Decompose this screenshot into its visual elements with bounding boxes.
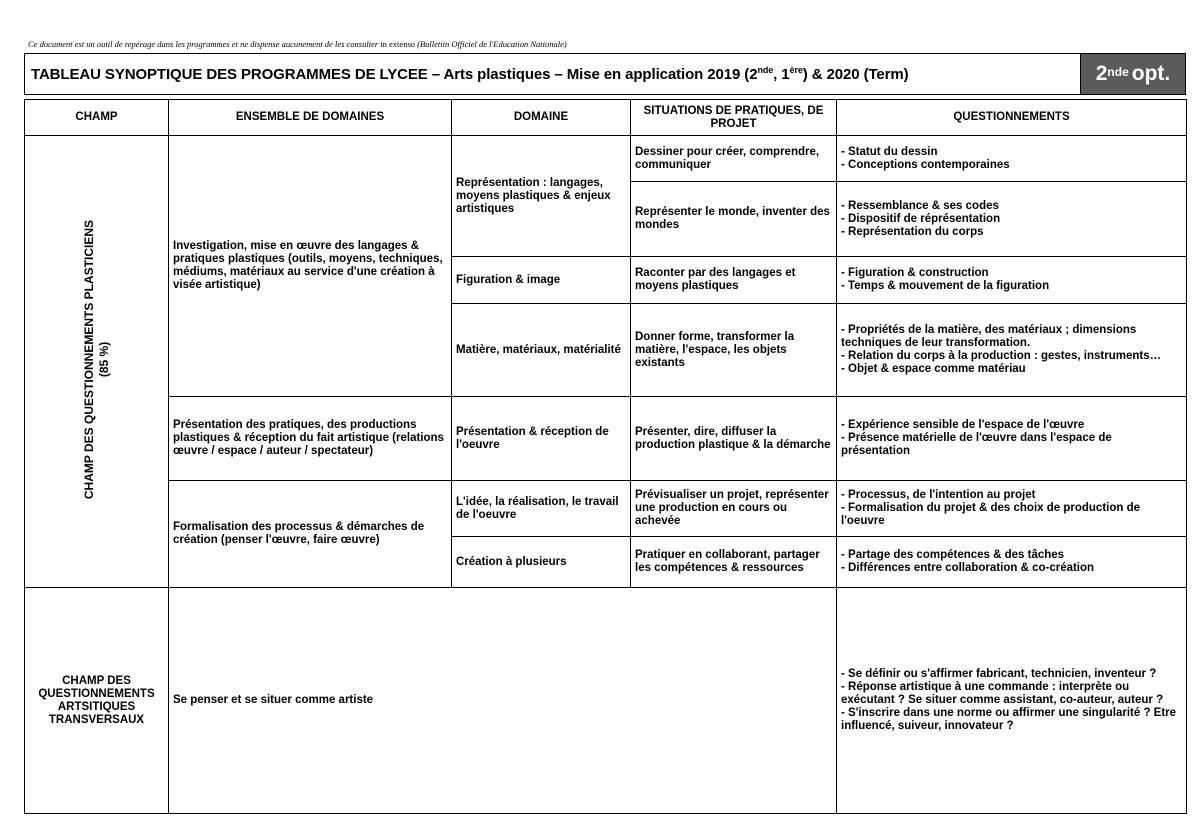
question-item: - Propriétés de la matière, des matériaux ; dimensions techniques de leur transformation.	[841, 324, 1137, 349]
questions-cell	[837, 537, 1187, 588]
title-sup-2: ère	[789, 65, 803, 75]
question-item: - Figuration & construction	[841, 267, 989, 279]
situation-dessiner: Dessiner pour créer, comprendre, communiquer	[631, 136, 837, 182]
domaine-matiere: Matière, matériaux, matérialité	[452, 304, 631, 397]
question-item: - Présence matérielle de l'œuvre dans l'espace de présentation	[841, 432, 1112, 457]
question-item: - Différences entre collaboration & co-création	[841, 562, 1095, 574]
question-item: - Statut du dessin	[841, 145, 938, 158]
question-item: - Objet & espace comme matériau	[841, 363, 1026, 375]
situation-raconter: Raconter par des langages et moyens plastiques	[631, 257, 837, 304]
domaine-figuration: Figuration & image	[452, 257, 631, 304]
situation-donner-forme: Donner forme, transformer la matière, l'espace, les objets existants	[631, 304, 837, 397]
question-item: - Expérience sensible de l'espace de l'œuvre	[841, 419, 1085, 431]
ensemble-presentation: Présentation des pratiques, des productions plastiques & réception du fait artistique (relations œuvre / espace / auteur / spectateur)	[169, 397, 452, 481]
champ-plasticiens-cell	[25, 136, 169, 588]
header-situations: SITUATIONS DE PRATIQUES, DE PROJET	[631, 100, 837, 136]
table-row	[25, 136, 1187, 182]
question-item: - Réponse artistique à une commande : interprète ou exécutant ? Se situer comme assistant, co-auteur, auteur ?	[841, 681, 1164, 706]
champ-plasticiens-line2: (85 %)	[96, 341, 111, 378]
badge-num: 2	[1095, 62, 1108, 85]
question-item: - Processus, de l'intention au projet	[841, 489, 1036, 501]
questions-cell	[837, 136, 1187, 182]
header-domaine: DOMAINE	[452, 100, 631, 136]
disclaimer-italic-1: Ce document est un outil de repérage dans les programmes et ne dispense aucunement de les consulter	[28, 39, 379, 49]
questions-cell	[837, 257, 1187, 304]
domaine-representation: Représentation : langages, moyens plastiques & enjeux artistiques	[452, 136, 631, 257]
question-item: - Ressemblance & ses codes	[841, 199, 999, 212]
table-row	[25, 588, 1187, 814]
ensemble-formalisation: Formalisation des processus & démarches de création (penser l'œuvre, faire œuvre)	[169, 481, 452, 588]
domaine-presentation: Présentation & réception de l'oeuvre	[452, 397, 631, 481]
questions-cell	[837, 588, 1187, 814]
champ-plasticiens-line1: CHAMP DES QUESTIONNEMENTS PLASTICIENS	[81, 219, 96, 500]
ensemble-artiste: Se penser et se situer comme artiste	[169, 588, 837, 814]
title-end: ) & 2020 (Term)	[802, 66, 909, 83]
title-sep: , 1	[773, 66, 790, 83]
situation-representer: Représenter le monde, inventer des mondes	[631, 182, 837, 257]
badge-label: opt.	[1131, 62, 1171, 85]
domaine-idee: L'idée, la réalisation, le travail de l'oeuvre	[452, 481, 631, 537]
questions-cell	[837, 304, 1187, 397]
title-bar	[24, 53, 1186, 95]
disclaimer-upright: in extenso	[378, 39, 418, 49]
level-badge	[1080, 54, 1185, 94]
champ-plasticiens-label	[82, 220, 112, 499]
header-champ: CHAMP	[25, 100, 169, 136]
table-row	[25, 481, 1187, 537]
question-item: - Conceptions contemporaines	[841, 158, 1010, 171]
questions-cell	[837, 182, 1187, 257]
question-item: - Formalisation du projet & des choix de production de l'oeuvre	[841, 502, 1141, 527]
title-sup-1: nde	[757, 65, 774, 75]
ensemble-investigation: Investigation, mise en œuvre des langages & pratiques plastiques (outils, moyens, techniques, médiums, matériaux au service d'une création à visée artistique)	[169, 136, 452, 397]
question-item: - Dispositif de réprésentation	[841, 212, 1001, 225]
disclaimer-italic-2: (Bulletiin Officiel de l'Education Nationale)	[417, 39, 567, 49]
header-row	[25, 100, 1187, 136]
header-questionnements: QUESTIONNEMENTS	[837, 100, 1187, 136]
situation-collaborer: Pratiquer en collaborant, partager les compétences & ressources	[631, 537, 837, 588]
questions-cell	[837, 397, 1187, 481]
question-item: - Représentation du corps	[841, 225, 984, 238]
badge-sup: nde	[1107, 65, 1129, 79]
table-row	[25, 397, 1187, 481]
question-item: - S'inscrire dans une norme ou affirmer une singularité ? Etre influencé, suiveur, innovateur ?	[841, 707, 1177, 732]
question-item: - Relation du corps à la production : gestes, instruments…	[841, 350, 1162, 362]
questions-cell	[837, 481, 1187, 537]
question-item: - Se définir ou s'affirmer fabricant, technicien, inventeur ?	[841, 668, 1157, 680]
question-item: - Partage des compétences & des tâches	[841, 549, 1065, 561]
page-title	[31, 65, 909, 83]
situation-previsualiser: Prévisualiser un projet, représenter une production en cours ou achevée	[631, 481, 837, 537]
synoptic-table	[24, 99, 1187, 814]
champ-transversaux-cell: CHAMP DES QUESTIONNEMENTS ARTSITIQUES TRANSVERSAUX	[25, 588, 169, 814]
question-item: - Temps & mouvement de la figuration	[841, 280, 1050, 292]
title-main: TABLEAU SYNOPTIQUE DES PROGRAMMES DE LYCEE – Arts plastiques – Mise en application 2019 (2	[31, 66, 758, 83]
disclaimer	[28, 39, 567, 49]
domaine-creation-plusieurs: Création à plusieurs	[452, 537, 631, 588]
situation-presenter: Présenter, dire, diffuser la production plastique & la démarche	[631, 397, 837, 481]
header-ensemble: ENSEMBLE DE DOMAINES	[169, 100, 452, 136]
